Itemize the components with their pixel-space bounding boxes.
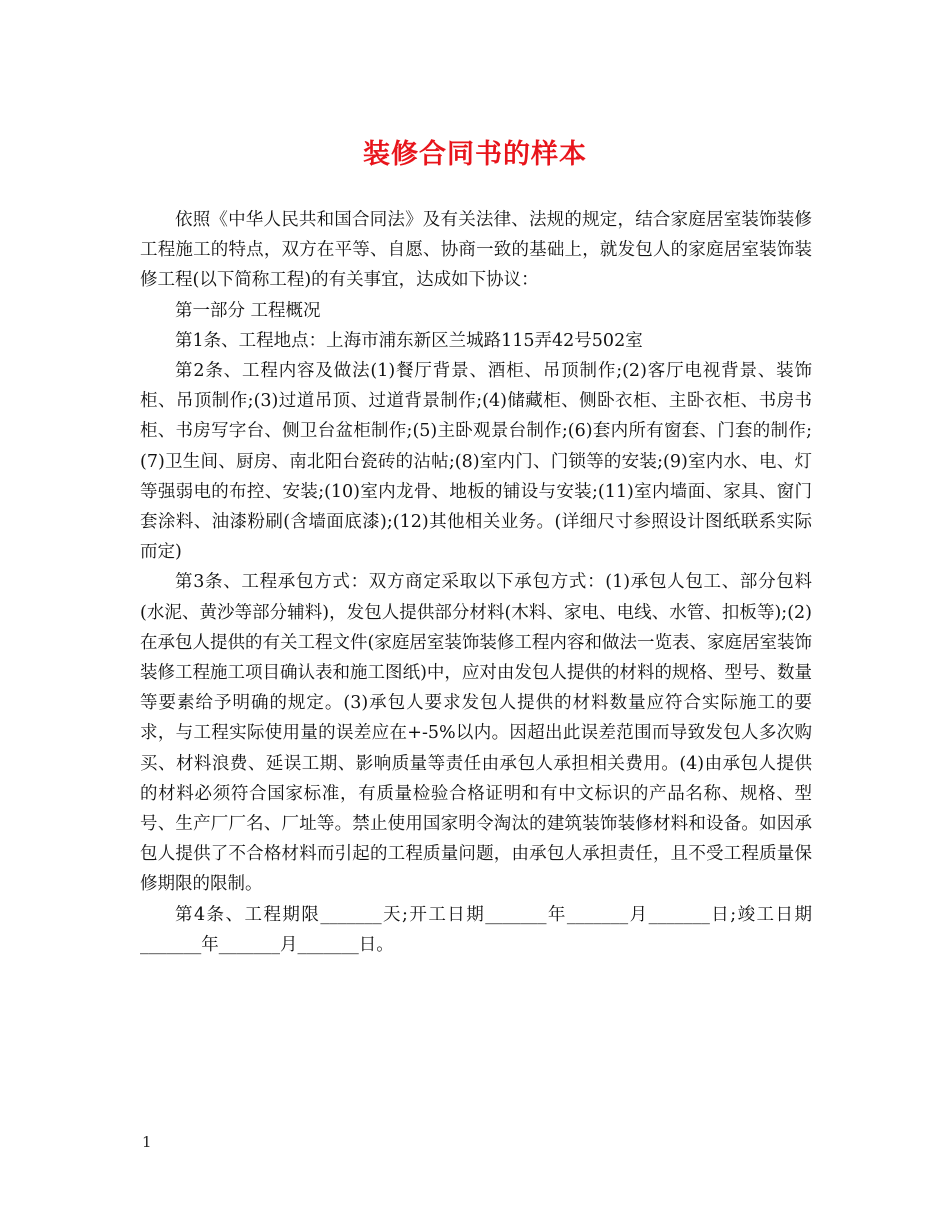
article-2-paragraph: 第2条、工程内容及做法(1)餐厅背景、酒柜、吊顶制作;(2)客厅电视背景、装饰柜、吊顶制作;(3)过道吊顶、过道背景制作;(4)储藏柜、侧卧衣柜、主卧衣柜、书房书柜、书房写字台、侧卫台盆柜制作;(5)主卧观景台制作;(6)套内所有窗套、门套的制作;(7)卫生间、厨房、南北阳台瓷砖的沾帖;(8)室内门、门锁等的安装;(9)室内水、电、灯等强弱电的布控、安装;(10)室内龙骨、地板的铺设与安装;(11)室内墙面、家具、窗门套涂料、油漆粉刷(含墙面底漆);(12)其他相关业务。(详细尺寸参照设计图纸联系实际而定)	[140, 361, 812, 563]
document-title: 装修合同书的样本	[363, 139, 587, 170]
document-body	[140, 205, 812, 960]
article-3-paragraph: 第3条、工程承包方式：双方商定采取以下承包方式：(1)承包人包工、部分包料(水泥、黄沙等部分辅料)，发包人提供部分材料(木料、家电、电线、水管、扣板等);(2)在承包人提供的有关工程文件(家庭居室装饰装修工程内容和做法一览表、家庭居室装饰装修工程施工项目确认表和施工图纸)中，应对由发包人提供的材料的规格、型号、数量等要素给予明确的规定。(3)承包人要求发包人提供的材料数量应符合实际施工的要求，与工程实际使用量的误差应在+-5%以内。因超出此误差范围而导致发包人多次购买、材料浪费、延误工期、影响质量等责任由承包人承担相关费用。(4)由承包人提供的材料必须符合国家标准，有质量检验合格证明和有中文标识的产品名称、规格、型号、生产厂厂名、厂址等。禁止使用国家明令淘汰的建筑装饰装修材料和设备。如因承包人提供了不合格材料而引起的工程质量问题，由承包人承担责任，且不受工程质量保修期限的限制。	[140, 572, 812, 895]
section-heading: 第一部分 工程概况	[175, 300, 321, 321]
page-number: 1	[142, 1133, 152, 1151]
article-1-paragraph: 第1条、工程地点：上海市浦东新区兰城路115弄42号502室	[175, 330, 643, 351]
intro-paragraph: 依照《中华人民共和国合同法》及有关法律、法规的规定，结合家庭居室装饰装修工程施工的特点，双方在平等、自愿、协商一致的基础上，就发包人的家庭居室装饰装修工程(以下简称工程)的有关事宜，达成如下协议：	[140, 210, 812, 291]
article-4-paragraph: 第4条、工程期限_______天;开工日期_______年_______月_______日;竣工日期_______年_______月_______日。	[140, 904, 812, 955]
